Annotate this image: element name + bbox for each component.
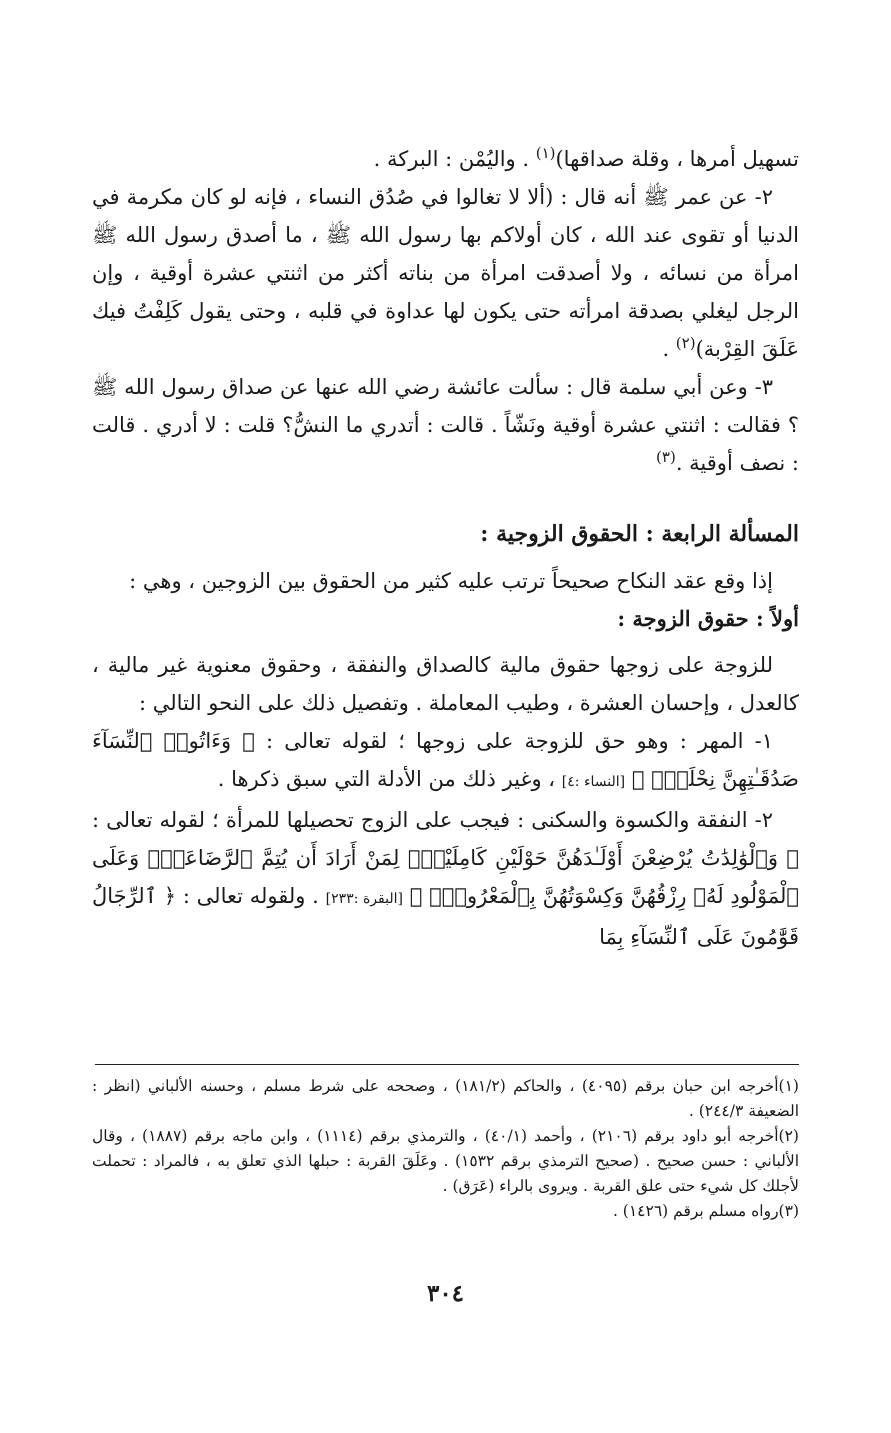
footnote-3: (٣)رواه مسلم برقم (١٤٢٦) . bbox=[612, 1202, 799, 1220]
footnote-1: (١)أخرجه ابن حبان برقم (٤٠٩٥) ، والحاكم (١٨١/٢) ، وصححه على شرط مسلم ، وحسنه الألباني (انظر : الضعيفة ٢٤٤/٣) . bbox=[92, 1077, 799, 1120]
quran-verse-baqara: ﴿ وَٱلْوَٰلِدَٰتُ يُرْضِعْنَ أَوْلَـٰدَهُنَّ حَوْلَيْنِ كَامِلَيْنِۖ لِمَنْ أَرَادَ أَن يُتِمَّ ٱلرَّضَاعَةَۚ وَعَلَى ٱلْمَوْلُودِ لَهُۥ رِزْقُهُنَّ وَكِسْوَتُهُنَّ بِٱلْمَعْرُوفِۚ ﴾ bbox=[92, 846, 799, 908]
paragraph-continuation: تسهيل أمرها ، وقلة صداقها)$^{(١)}$ . واليُمْن : البركة . bbox=[373, 144, 799, 171]
paragraph-intro: إذا وقع عقد النكاح صحيحاً ترتب عليه كثير من الحقوق بين الزوجين ، وهي : bbox=[129, 569, 773, 593]
footnote-marker-1: (١) bbox=[535, 144, 556, 162]
footnote-marker-3: (٣) bbox=[656, 448, 676, 466]
quran-verse-rijal: ﴿ ٱلرِّجَالُ قَوَّٰمُونَ عَلَى ٱلنِّسَآءِ بِمَا bbox=[92, 884, 799, 949]
footnote-marker-2: (٢) bbox=[675, 334, 696, 352]
section-heading: المسألة الرابعة : الحقوق الزوجية : bbox=[480, 521, 799, 547]
paragraph-nafaqa: ٢- النفقة والكسوة والسكنى : فيجب على الزوج تحصيلها للمرأة ؛ لقوله تعالى : ﴿ وَٱلْوَٰلِدَٰتُ يُرْضِعْنَ أَوْلَـٰدَهُنَّ حَوْلَيْنِ كَامِلَيْنِۖ لِمَنْ أَرَادَ أَن يُتِمَّ ٱلرَّضَاعَةَۚ وَعَلَى ٱلْمَوْلُودِ لَهُۥ رِزْقُهُنَّ وَكِسْوَتُهُنَّ بِٱلْمَعْرُوفِۚ ﴾ [البقرة :٢٣٣] . ولقوله تعالى : ﴿ ٱلرِّجَالُ قَوَّٰمُونَ عَلَى ٱلنِّسَآءِ بِمَا bbox=[92, 808, 799, 949]
verse-reference-baqara: [البقرة :٢٣٣] bbox=[325, 891, 403, 907]
paragraph-hadith-3: ٣- وعن أبي سلمة قال : سألت عائشة رضي الله عنها عن صداق رسول الله ﷺ ؟ فقالت : اثنتي عشرة أوقية ونَشّاً . قالت : أتدري ما النشُّ؟ قلت : لا أدري . قالت : نصف أوقية .$^{(٣)}$ bbox=[92, 375, 799, 475]
paragraph-mahr: ١- المهر : وهو حق للزوجة على زوجها ؛ لقوله تعالى : ﴿ وَءَاتُوا۟ ٱلنِّسَآءَ صَدُقَـٰتِهِنَّ نِحْلَةًۚ ﴾ [النساء :٤] ، وغير ذلك من الأدلة التي سبق ذكرها . bbox=[92, 729, 799, 791]
footnote-2: (٢)أخرجه أبو داود برقم (٢١٠٦) ، وأحمد (٤٠/١) ، والترمذي برقم (١١١٤) ، وابن ماجه برقم (١٨٨٧) ، وقال الألباني : حسن صحيح . (صحيح الترمذي برقم ١٥٣٢) . وعَلَقَ القربة : حبلها الذي تعلق به ، فالمراد : تحملت لأجلك كل شيء حتى علق القربة . ويروى بالراء (عَرَق) . bbox=[92, 1127, 799, 1195]
quran-verse-nisa: ﴿ وَءَاتُوا۟ ٱلنِّسَآءَ صَدُقَـٰتِهِنَّ نِحْلَةًۚ ﴾ bbox=[92, 729, 799, 791]
paragraph-wife-rights: للزوجة على زوجها حقوق مالية كالصداق والنفقة ، وحقوق معنوية غير مالية ، كالعدل ، وإحسان العشرة ، وطيب المعاملة . وتفصيل ذلك على النحو التالي : bbox=[92, 653, 799, 715]
footnotes bbox=[92, 1074, 799, 1224]
verse-reference-nisa: [النساء :٤] bbox=[561, 774, 626, 790]
sub-heading: أولاً : حقوق الزوجة : bbox=[617, 606, 799, 631]
main-text bbox=[92, 140, 799, 956]
footnote-divider bbox=[95, 1064, 799, 1065]
paragraph-hadith-2: ٢- عن عمر ﷺ أنه قال : (ألا لا تغالوا في صُدُق النساء ، فإنه لو كان مكرمة في الدنيا أو تقوى عند الله ، كان أولاكم بها رسول الله ﷺ ، ما أصدق رسول الله ﷺ امرأة من نسائه ، ولا أصدقت امرأة من بناته أكثر من اثنتي عشرة أوقية ، وإن الرجل ليغلي بصدقة امرأته حتى يكون لها عداوة في قلبه ، وحتى يقول كَلِفْتُ فيك عَلَقَ القِرْبة)$^{(٢)}$ . bbox=[92, 185, 799, 361]
page-number: ٣٠٤ bbox=[426, 1280, 465, 1307]
